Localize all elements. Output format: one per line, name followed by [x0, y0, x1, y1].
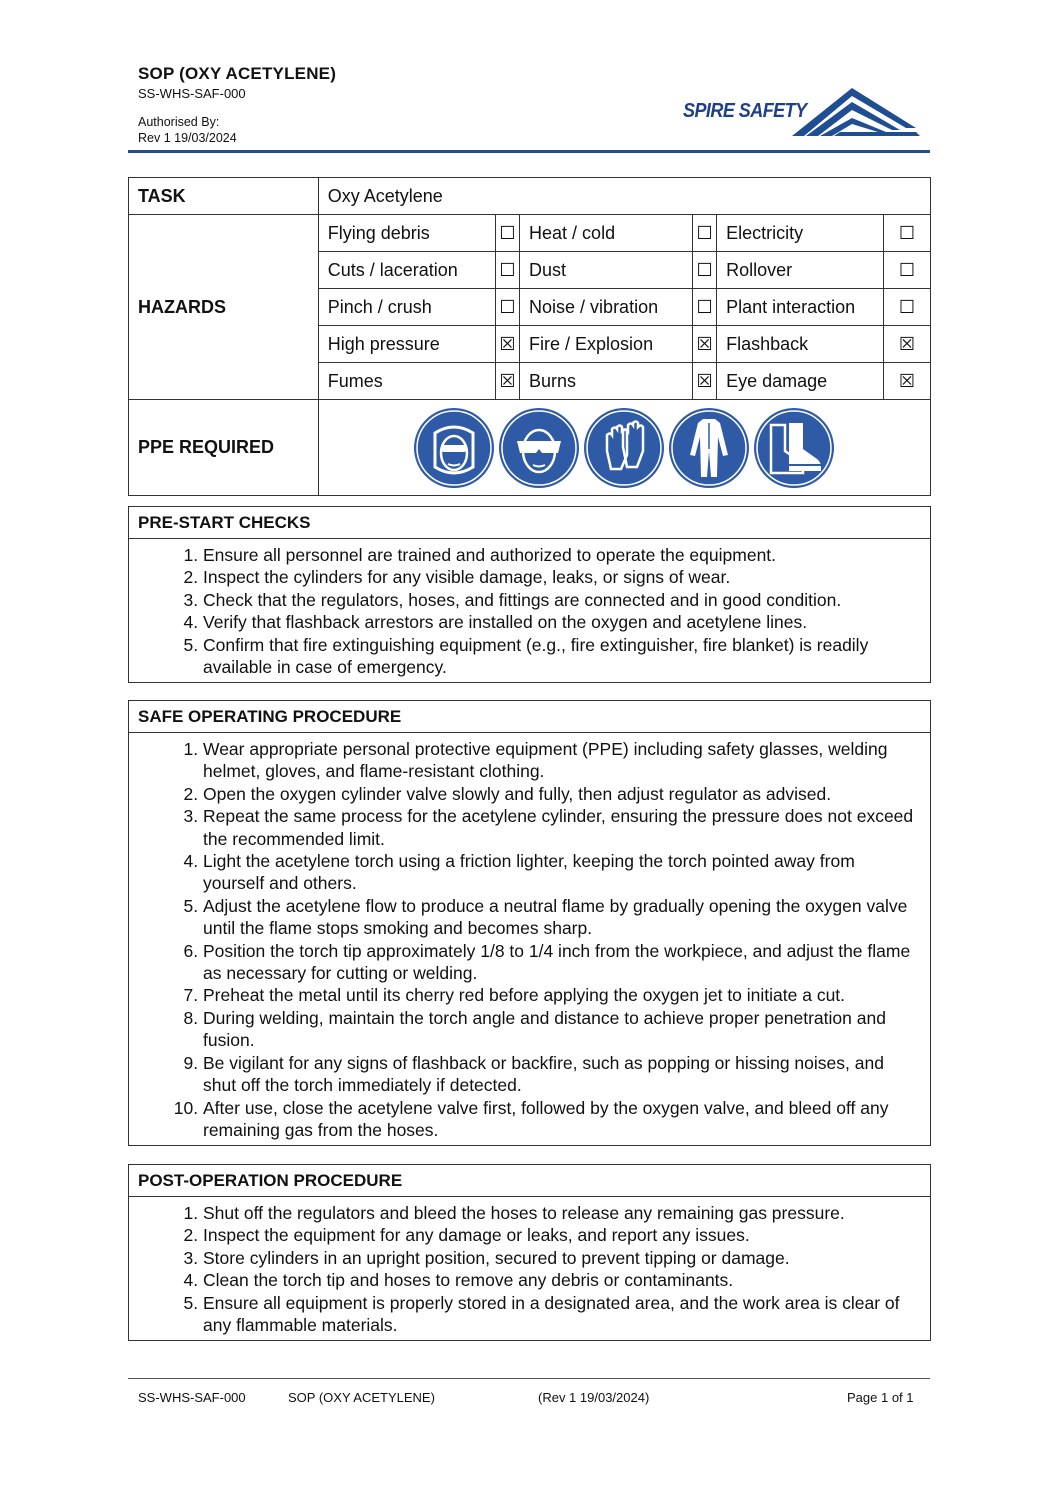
task-row	[129, 178, 931, 215]
footer-revision: (Rev 1 19/03/2024)	[538, 1390, 650, 1405]
list-item: 4. Light the acetylene torch using a friction lighter, keeping the torch pointed away from yourself and others.	[203, 850, 920, 895]
task-label: TASK	[129, 178, 319, 215]
hazard-name: Fumes	[318, 363, 495, 400]
face-shield-icon	[413, 407, 495, 489]
post-operation-list	[129, 1197, 930, 1340]
hazard-checkbox[interactable]: ☐	[693, 252, 717, 289]
hazard-checkbox[interactable]: ☒	[693, 326, 717, 363]
list-item: 5. Confirm that fire extinguishing equipment (e.g., fire extinguisher, fire blanket) is readily available in case of emergency.	[203, 634, 920, 679]
hazard-checkbox[interactable]: ☒	[883, 326, 930, 363]
list-item: 3. Repeat the same process for the acetylene cylinder, ensuring the pressure does not exceed the recommended limit.	[203, 805, 920, 850]
list-item: 4. Clean the torch tip and hoses to remove any debris or contaminants.	[203, 1269, 920, 1291]
hazard-checkbox[interactable]: ☒	[495, 326, 519, 363]
hazard-row	[129, 215, 931, 252]
list-item: 2. Inspect the equipment for any damage or leaks, and report any issues.	[203, 1224, 920, 1246]
document-title: SOP (OXY ACETYLENE)	[138, 64, 337, 83]
pre-start-section	[128, 506, 931, 683]
hazard-name: Eye damage	[717, 363, 884, 400]
list-item: 4. Verify that flashback arrestors are installed on the oxygen and acetylene lines.	[203, 611, 920, 633]
hazard-name: Fire / Explosion	[520, 326, 693, 363]
task-value: Oxy Acetylene	[318, 178, 930, 215]
list-item: 8. During welding, maintain the torch angle and distance to achieve proper penetration and fusion.	[203, 1007, 920, 1052]
list-item: 1. Wear appropriate personal protective equipment (PPE) including safety glasses, welding helmet, gloves, and flame-resistant clothing.	[203, 738, 920, 783]
authorised-by-label: Authorised By:	[138, 115, 220, 129]
hazard-name: Burns	[520, 363, 693, 400]
hazard-checkbox[interactable]: ☐	[495, 215, 519, 252]
hazard-name: Electricity	[717, 215, 884, 252]
hazard-name: Heat / cold	[520, 215, 693, 252]
authorisation-block	[138, 114, 336, 146]
post-operation-section	[128, 1164, 931, 1341]
pre-start-list	[129, 539, 930, 682]
coveralls-icon	[668, 407, 750, 489]
hazard-checkbox[interactable]: ☐	[495, 289, 519, 326]
list-item: 2. Inspect the cylinders for any visible damage, leaks, or signs of wear.	[203, 566, 920, 588]
hazard-name: Dust	[520, 252, 693, 289]
pre-start-title: PRE-START CHECKS	[129, 507, 930, 539]
hazards-label: HAZARDS	[129, 215, 319, 400]
hazard-name: Pinch / crush	[318, 289, 495, 326]
hazard-checkbox[interactable]: ☐	[495, 252, 519, 289]
hazard-checkbox[interactable]: ☐	[883, 215, 930, 252]
hazard-checkbox[interactable]: ☒	[495, 363, 519, 400]
list-item: 3. Check that the regulators, hoses, and fittings are connected and in good condition.	[203, 589, 920, 611]
hazard-checkbox[interactable]: ☐	[693, 215, 717, 252]
list-item: 7. Preheat the metal until its cherry red before applying the oxygen jet to initiate a cut.	[203, 984, 920, 1006]
hazard-checkbox[interactable]: ☒	[883, 363, 930, 400]
list-item: 9. Be vigilant for any signs of flashback or backfire, such as popping or hissing noises, and shut off the torch immediately if detected.	[203, 1052, 920, 1097]
revision-label: Rev 1 19/03/2024	[138, 131, 237, 145]
post-operation-title: POST-OPERATION PROCEDURE	[129, 1165, 930, 1197]
hazard-name: Noise / vibration	[520, 289, 693, 326]
list-item: 6. Position the torch tip approximately 1/8 to 1/4 inch from the workpiece, and adjust the flame as necessary for cutting or welding.	[203, 940, 920, 985]
hazard-name: Flashback	[717, 326, 884, 363]
logo-text: SPIRE SAFETY	[683, 100, 807, 122]
ppe-row	[129, 400, 931, 496]
ppe-icons	[328, 407, 921, 489]
ppe-icons-cell	[318, 400, 930, 496]
hazard-name: Flying debris	[318, 215, 495, 252]
safety-boots-icon	[753, 407, 835, 489]
document-header	[138, 64, 336, 146]
footer-code: SS-WHS-SAF-000	[138, 1390, 246, 1405]
mountain-logo-icon	[680, 84, 920, 138]
list-item: 1. Shut off the regulators and bleed the hoses to release any remaining gas pressure.	[203, 1202, 920, 1224]
spire-safety-logo	[680, 84, 920, 138]
ppe-label: PPE REQUIRED	[129, 400, 319, 496]
safe-operating-title: SAFE OPERATING PROCEDURE	[129, 701, 930, 733]
safe-operating-section	[128, 700, 931, 1146]
hazard-name: Plant interaction	[717, 289, 884, 326]
list-item: 5. Ensure all equipment is properly stored in a designated area, and the work area is clear of any flammable materials.	[203, 1292, 920, 1337]
footer-title: SOP (OXY ACETYLENE)	[288, 1390, 435, 1405]
footer-rule	[128, 1378, 930, 1379]
hazard-checkbox[interactable]: ☐	[693, 289, 717, 326]
gloves-icon	[583, 407, 665, 489]
list-item: 1. Ensure all personnel are trained and authorized to operate the equipment.	[203, 544, 920, 566]
hazard-checkbox[interactable]: ☐	[883, 252, 930, 289]
list-item: 2. Open the oxygen cylinder valve slowly and fully, then adjust regulator as advised.	[203, 783, 920, 805]
safety-goggles-icon	[498, 407, 580, 489]
hazard-name: Cuts / laceration	[318, 252, 495, 289]
list-item: 5. Adjust the acetylene flow to produce a neutral flame by gradually opening the oxygen valve until the flame stops smoking and becomes sharp.	[203, 895, 920, 940]
task-hazard-table	[128, 177, 931, 496]
hazard-name: Rollover	[717, 252, 884, 289]
footer-page-number: Page 1 of 1	[847, 1390, 914, 1405]
header-rule	[128, 150, 930, 153]
hazard-checkbox[interactable]: ☒	[693, 363, 717, 400]
document-code: SS-WHS-SAF-000	[138, 86, 246, 101]
safe-operating-list	[129, 733, 930, 1145]
hazard-checkbox[interactable]: ☐	[883, 289, 930, 326]
list-item: 3. Store cylinders in an upright position, secured to prevent tipping or damage.	[203, 1247, 920, 1269]
list-item: 10. After use, close the acetylene valve first, followed by the oxygen valve, and bleed off any remaining gas from the hoses.	[203, 1097, 920, 1142]
hazard-name: High pressure	[318, 326, 495, 363]
